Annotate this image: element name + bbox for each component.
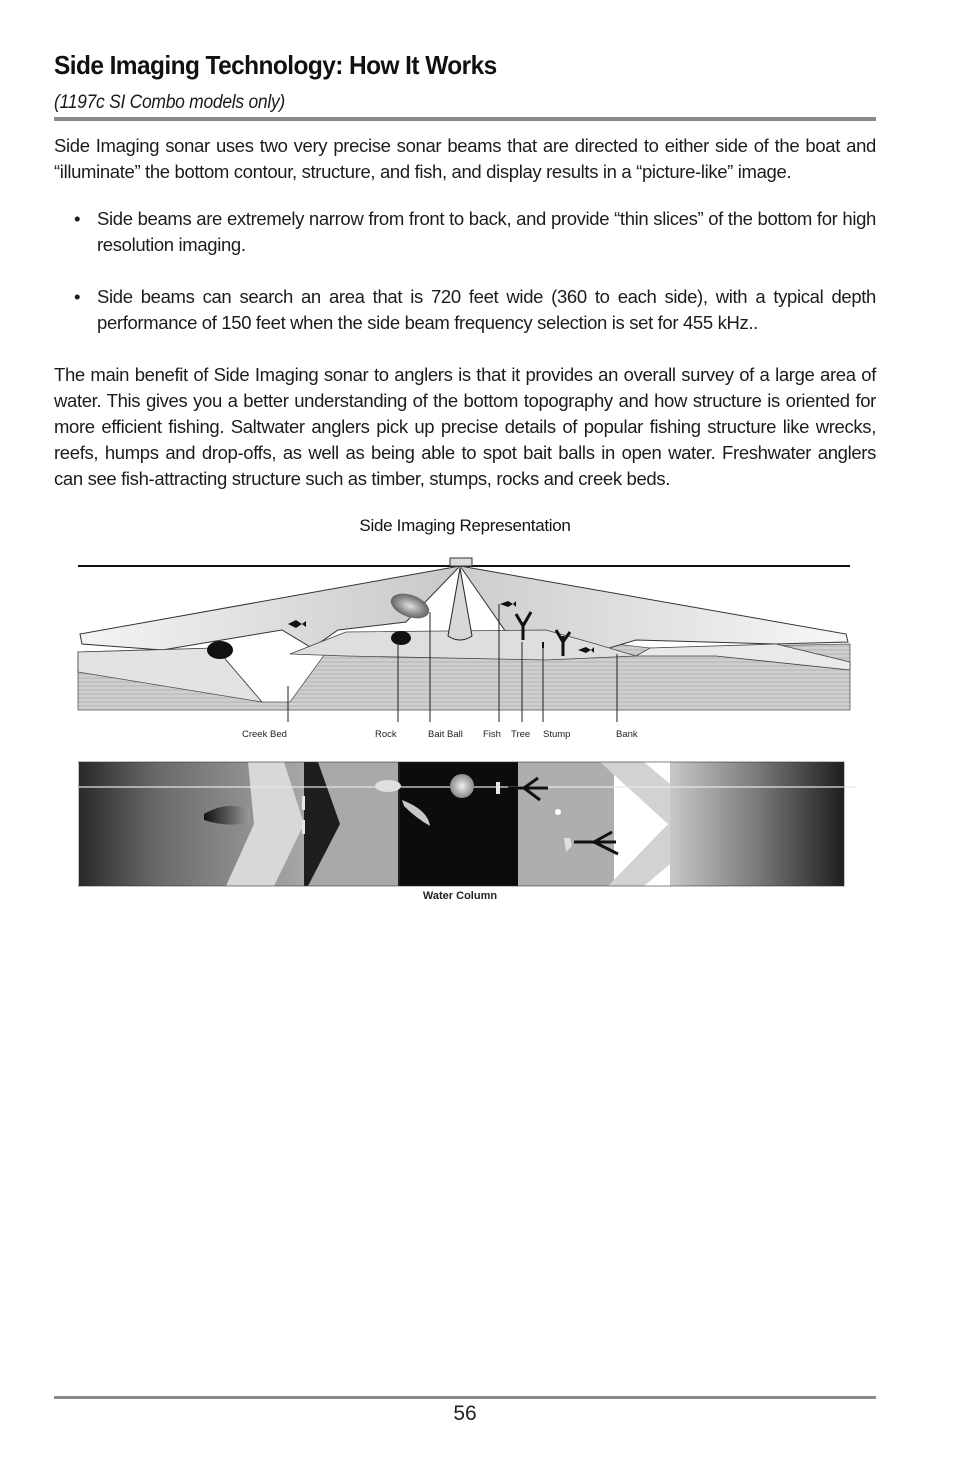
label-bait-ball: Bait Ball (428, 729, 463, 740)
bullet-text: Side beams can search an area that is 720 feet wide (360 to each side), with a typical depth performance of 150 feet when the side beam frequency selection is set for 455 kHz.. (97, 286, 876, 333)
fish-streak-icon (302, 796, 305, 810)
label-tree: Tree (511, 729, 531, 740)
page-title: Side Imaging Technology: How It Works (54, 50, 497, 80)
water-column-label: Water Column (422, 890, 498, 902)
bait-ball-circle-icon (450, 774, 474, 798)
label-bank: Bank (616, 729, 638, 740)
fish-return-icon (555, 809, 561, 815)
header-rule (54, 117, 876, 121)
label-rock: Rock (375, 729, 397, 740)
bullet-text: Side beams are extremely narrow from front to back, and provide “thin slices” of the bottom for high resolution imaging. (97, 208, 876, 255)
bullet-dot-icon: • (74, 286, 81, 307)
rock-left-icon (207, 641, 233, 659)
label-stump: Stump (543, 729, 571, 740)
sonar-right-band (670, 762, 844, 886)
page-number: 56 (453, 1402, 477, 1425)
fish-return-icon (496, 782, 500, 794)
stump-icon (542, 642, 544, 648)
benefits-paragraph: The main benefit of Side Imaging sonar to anglers is that it provides an overall survey of a large area of water. This gives you a better understanding of the bottom topography and how structure is oriented for more efficient fishing. Saltwater anglers pick up precise details of popular fishing structure like wrecks, reefs, humps and drop-offs, as well as being able to spot bait balls in open water. Freshwater anglers can see fish-attracting structure such as timber, stumps, rocks and creek beds. (54, 364, 876, 489)
rock-center-icon (391, 631, 411, 645)
fish-streak-icon (302, 820, 305, 834)
boat-icon (450, 558, 472, 566)
bullet-dot-icon: • (74, 208, 81, 229)
footer-rule (54, 1396, 876, 1399)
side-imaging-cross-section (76, 552, 852, 722)
sonar-image-representation (78, 760, 856, 888)
intro-paragraph: Side Imaging sonar uses two very precise sonar beams that are directed to either side of the boat and “illuminate” the bottom contour, structure, and fish, and display results in a “picture-like” image. (54, 135, 876, 182)
page-subtitle: (1197c SI Combo models only) (54, 92, 285, 113)
figure-title: Side Imaging Representation (359, 516, 571, 535)
label-fish: Fish (483, 729, 501, 740)
label-creek-bed: Creek Bed (242, 729, 287, 740)
bullet-item (74, 284, 876, 336)
rock-return-icon (375, 780, 401, 792)
bullet-item (74, 206, 876, 258)
